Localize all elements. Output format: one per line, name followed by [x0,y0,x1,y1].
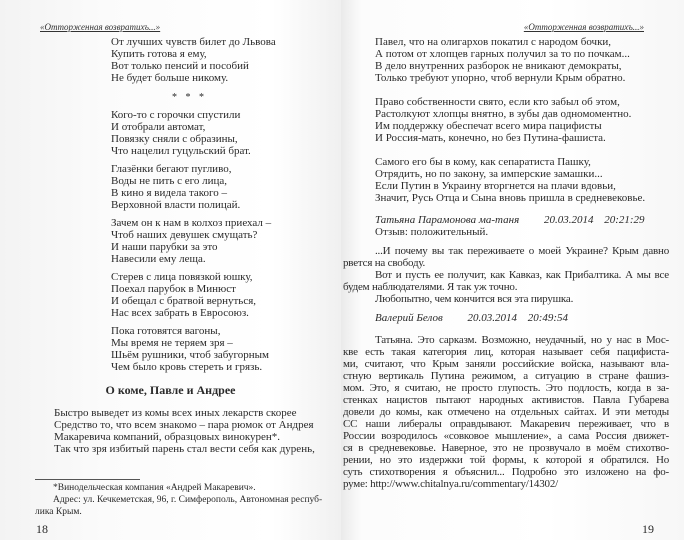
text-line: От лучших чувств билет до Львова [111,36,276,48]
page-number: 19 [642,522,654,536]
text-line: Растолкуют хлопцы внятно, в зубы дав одномоментно. [375,108,632,120]
section-title: О коме, Павле и Андрее [105,383,236,397]
text-line: Навесили ему леща. [111,253,206,265]
text-line: стную вертикаль Путина режимом, а ситуацию в стране фашиз- [343,370,669,382]
text-line: Воды не пить с его лица, [111,175,228,187]
text-line: Самого его бы в кому, как сепаратиста Пашку, [375,156,591,168]
poem [375,36,645,204]
text-line: ...И почему вы так переживаете о моей Украине? Крым давно [375,245,669,257]
text-line: Значит, Русь Отца и Сына вновь пришла в средневековье. [375,192,646,204]
comment-date: 20.03.2014 [467,312,517,324]
text-line: будем наблюдателями. Я так уж точно. [343,281,518,293]
text-line: Чем было кровь стереть и грязь. [111,361,263,373]
text-line: Макаревича компаний, образцовых винокурен*. [54,431,281,443]
text-line: довели до комы, как отмечено на отдельных сайтах. И эти методы [343,406,669,418]
footnote-line: лика Крым. [35,507,82,517]
footnote-line: Адрес: ул. Кечкеметская, 96, г. Симферополь, Автономная респуб- [53,495,323,505]
footnote-line: *Винодельческая компания «Андрей Макаревич». [53,483,256,493]
text-line: Поехал парубок в Минюст [111,283,236,295]
text-line: И наши парубки за это [111,241,218,253]
text-line: И обещал с братвой вернуться, [111,295,257,307]
text-line: суть стихотворения я объяснил... Подробно это изложено на фо- [343,466,669,478]
text-line: Повязку сняли с образины, [111,133,238,145]
text-line: Татьяна. Это сарказм. Возможно, неудачный, но у нас в Мос- [375,334,669,346]
text-line: Так что зря избитый парень стал вести себя как дурень, [54,443,315,455]
text-line: стенках нацистов пытают народных активистов. Павла Губарева [343,394,669,406]
text-line: России возродилось «совковое мышление», а сама Россия движет- [343,430,669,442]
text-line: Если Путин в Украину вторгнется на плачи вдовьи, [375,180,616,192]
text-line: Им поддержку обеспечат всего мира пацифисты [375,120,602,132]
footnote [35,482,325,518]
stanza-separator: * * * [172,92,207,103]
right-page [341,0,684,540]
text-line: И отобрали автомат, [111,121,206,133]
text-line: В кино я видела такого – [111,187,228,199]
text-line: Глазёнки бегают пугливо, [111,163,232,175]
poem [54,407,315,455]
text-line: Павел, что на олигархов покатил с народом бочки, [375,36,612,48]
text-line: А потом от хлопцев гарных получил за то по почкам... [375,48,630,60]
text-line: СС наши либералы оправдывают. Макаревич переживает, что в [343,418,669,430]
text-line: ми, считают, что Крым заняли российские войска, называют вла- [343,358,669,370]
comment-text [343,334,669,490]
text-line: И Россия-мать, конечно, но без Путина-фашиста. [375,132,606,144]
text-line: Пока готовятся вагоны, [111,325,221,337]
comment-meta [375,312,568,324]
text-line: Зачем он к нам в колхоз приехал – [111,217,272,229]
text-line: кве есть такая категория лиц, которая называет себя пацифиста- [343,346,669,358]
text-line: Только требуют упорно, чтоб вернули Крым обратно. [375,72,626,84]
comment-author: Татьяна Парамонова ма-таня [375,214,520,226]
text-line: Отрядить, но по закону, за имперские замашки... [375,168,603,180]
text-line: Верховной власти полицай. [111,199,241,211]
text-line: Средство то, что всем знакомо – пара рюмок от Андрея [54,419,314,431]
page-number: 18 [36,522,48,536]
text-line: Право собственности свято, если кто забыл об этом, [375,96,620,108]
text-line: Вот только пенсий и пособий [111,60,249,72]
text-line: Чтоб наших девушек смущать? [111,229,258,241]
text-line: Кого-то с горочки спустили [111,109,241,121]
poem-stanza [111,36,276,84]
comment-date: 20.03.2014 [543,214,594,226]
text-line: Шьём рушники, чтоб забугорным [111,349,269,361]
text-line: Что нацелил гуцульский брат. [111,145,251,157]
text-line: рвется на свободу. [343,257,426,269]
text-line: Мы время не теряем зря – [111,337,233,349]
comment-time: 20:49:54 [527,312,569,324]
text-line: Любопытно, чем кончится вся эта пирушка. [375,293,574,305]
comment-text [343,245,669,305]
text-line: Не будет больше никому. [111,72,229,84]
text-line: руме: http://www.chitalnya.ru/commentary/14302/ [343,478,558,490]
text-line: Быстро выведет из комы всех иных лекарств скорее [54,407,297,419]
running-header: «Отторженная возвратихъ...» [40,22,161,32]
text-line: Стерев с лица повязкой юшку, [111,271,253,283]
footnote-divider [35,479,140,480]
comment-meta [375,214,665,226]
text-line: В дело внутренних разборок не вникают демократы, [375,60,622,72]
left-page [0,0,341,540]
text-line: Вот и пусть ее получит, как Кавказ, как Прибалтика. А мы все [375,269,669,281]
comment-review: Отзыв: положительный. [375,226,489,238]
comment-author: Валерий Белов [375,312,443,324]
comment-time: 20:21:29 [604,214,645,226]
text-line: Купить готова я ему, [111,48,207,60]
running-header: «Отторженная возвратихъ...» [523,22,644,32]
text-line: Нас всех забрать в Евросоюз. [111,307,249,319]
comment [375,214,665,238]
text-line: ся в средневековье. Наверное, это не прозвучало в моём стихотво- [343,442,669,454]
poem [111,109,271,373]
text-line: рении, но это издержки той формы, к которой я обратился. Но [343,454,669,466]
text-line: мом. Это, я считаю, не просто глупость. Это подлость, когда в за- [343,382,669,394]
